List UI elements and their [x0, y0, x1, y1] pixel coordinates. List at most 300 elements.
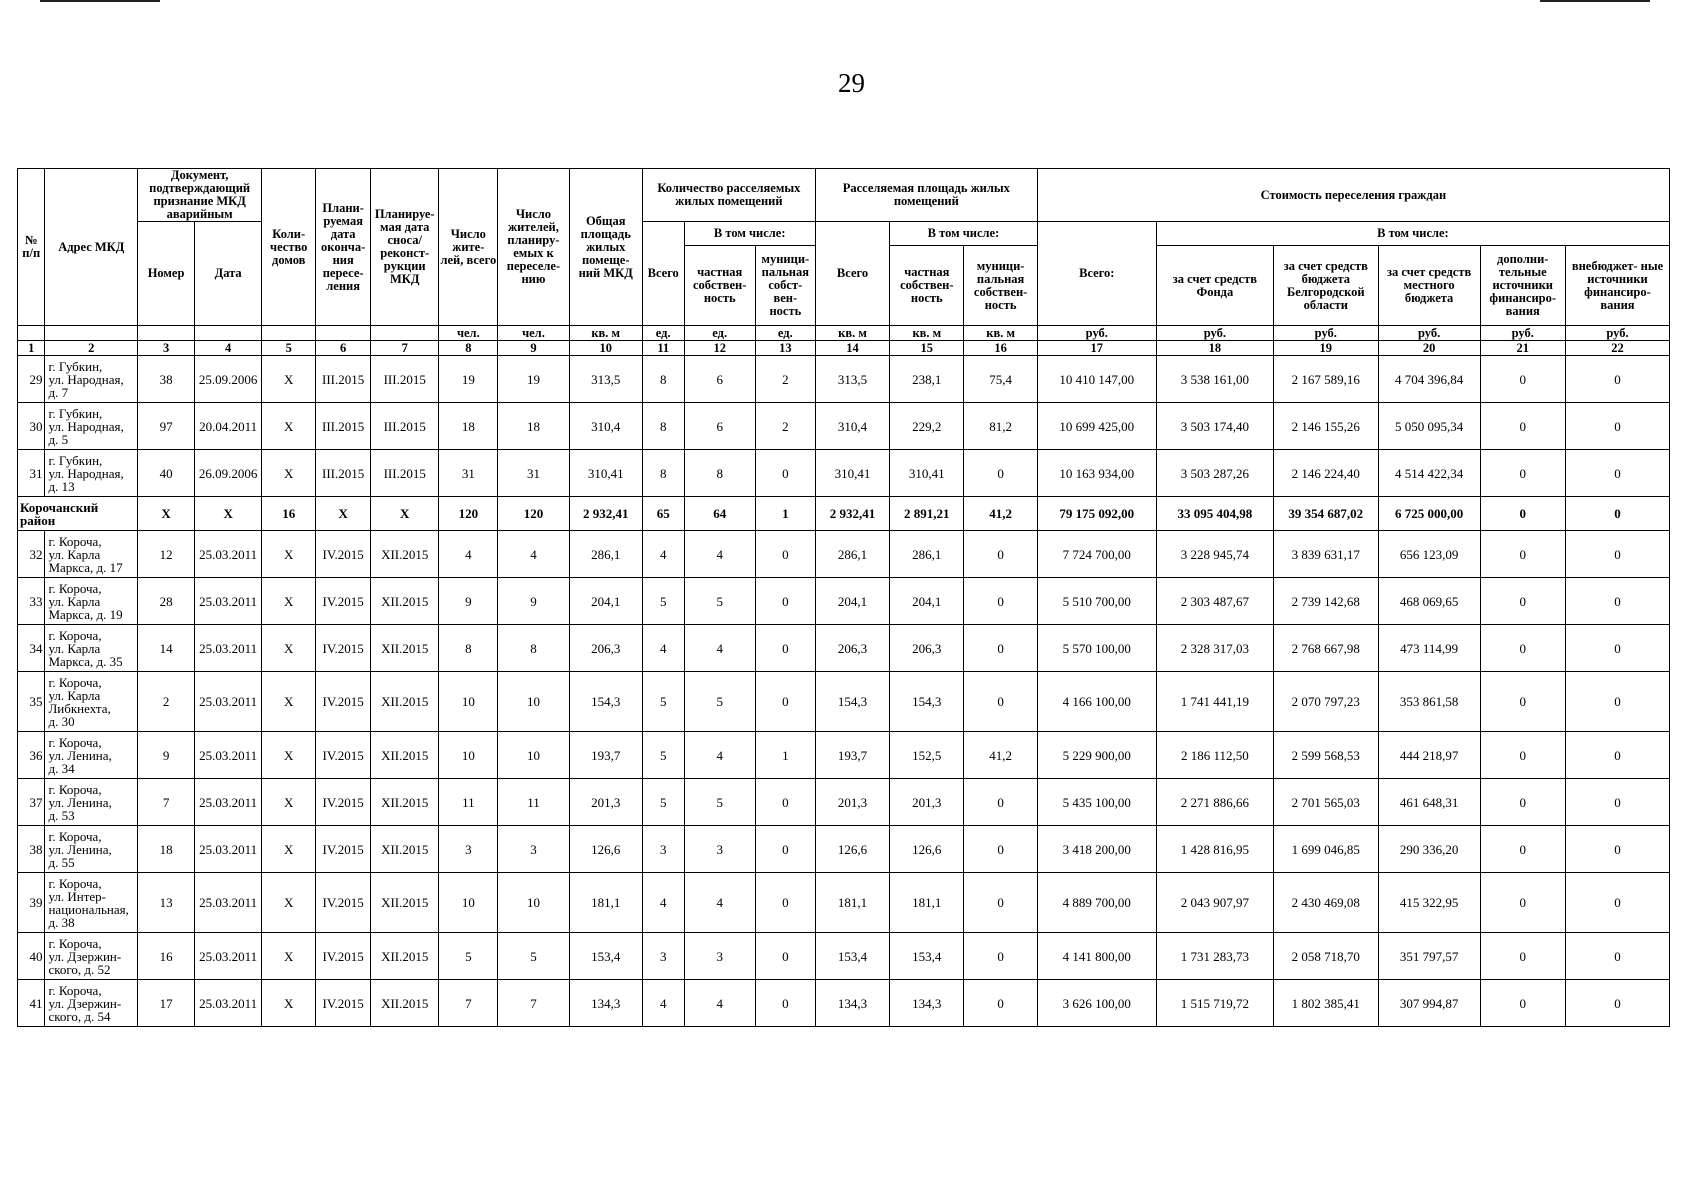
cell-houses: X [262, 732, 316, 779]
col-number: 4 [195, 341, 262, 356]
cell-resp: 31 [498, 450, 569, 497]
address-line: Маркса, д. 35 [48, 653, 123, 669]
header-planned-end: Плани- руемая дата оконча- ния пересе- ления [316, 169, 371, 326]
cell-ext: 0 [1565, 672, 1669, 732]
cell-demol: III.2015 [371, 403, 439, 450]
cell-fund: 2 043 907,97 [1156, 873, 1273, 933]
subtotal-cell: X [316, 497, 371, 531]
cell-demol: XII.2015 [371, 625, 439, 672]
cell-loc: 353 861,58 [1378, 672, 1480, 732]
cell-prem: 4 [642, 531, 684, 578]
cell-ar-mun: 75,4 [964, 356, 1037, 403]
address-line: ского, д. 52 [48, 961, 111, 977]
unit-cell: чел. [498, 326, 569, 341]
col-number: 17 [1037, 341, 1156, 356]
cell-num: 7 [138, 779, 195, 826]
cell-demol: XII.2015 [371, 873, 439, 933]
cell-houses: X [262, 672, 316, 732]
cell-houses: X [262, 933, 316, 980]
header-area-group: Расселяемая площадь жилых помещений [815, 169, 1037, 222]
col-number: 16 [964, 341, 1037, 356]
cell-ar-mun: 0 [964, 873, 1037, 933]
cell-date: 25.03.2011 [195, 779, 262, 826]
cell-date: 25.03.2011 [195, 732, 262, 779]
address-cell [45, 779, 138, 826]
cell-resp: 7 [498, 980, 569, 1027]
cell-prem: 8 [642, 450, 684, 497]
address-line: д. 34 [48, 760, 75, 776]
cell-resp: 9 [498, 578, 569, 625]
cell-num: 38 [138, 356, 195, 403]
unit-cell: кв. м [815, 326, 889, 341]
cell-resp: 11 [498, 779, 569, 826]
row-number: 29 [18, 356, 45, 403]
cell-ext: 0 [1565, 873, 1669, 933]
cell-prem-mun: 0 [755, 578, 815, 625]
col-number: 19 [1273, 341, 1378, 356]
cell-prem: 4 [642, 625, 684, 672]
cell-cost: 4 141 800,00 [1037, 933, 1156, 980]
cell-area: 181,1 [569, 873, 642, 933]
cell-ext: 0 [1565, 625, 1669, 672]
subtotal-cell: 0 [1565, 497, 1669, 531]
cell-ext: 0 [1565, 779, 1669, 826]
cell-ar-mun: 41,2 [964, 732, 1037, 779]
address-line: д. 30 [48, 713, 75, 729]
unit-cell: руб. [1273, 326, 1378, 341]
cell-date: 25.03.2011 [195, 578, 262, 625]
cell-cost: 10 699 425,00 [1037, 403, 1156, 450]
header-area-municipal: муници- пальная собствен- ность [964, 246, 1037, 326]
address-line: г. Короча, [48, 533, 102, 549]
cell-ext: 0 [1565, 933, 1669, 980]
cell-ext: 0 [1565, 403, 1669, 450]
cell-prem-mun: 0 [755, 933, 815, 980]
header-doc-date: Дата [195, 222, 262, 326]
cell-ar-mun: 0 [964, 578, 1037, 625]
cell-loc: 473 114,99 [1378, 625, 1480, 672]
address-line: ул. Ленина, [48, 747, 112, 763]
cell-date: 25.03.2011 [195, 980, 262, 1027]
cell-ar: 153,4 [815, 933, 889, 980]
cell-ext: 0 [1565, 826, 1669, 873]
unit-cell: ед. [642, 326, 684, 341]
cell-res: 11 [439, 779, 498, 826]
unit-cell: кв. м [964, 326, 1037, 341]
col-number: 1 [18, 341, 45, 356]
header-premises-group: Количество расселяемых жилых помещений [642, 169, 815, 222]
cell-area: 313,5 [569, 356, 642, 403]
cell-reg: 2 146 155,26 [1273, 403, 1378, 450]
subtotal-cell: 16 [262, 497, 316, 531]
cell-fund: 3 503 287,26 [1156, 450, 1273, 497]
table-row [18, 873, 1670, 933]
cell-date: 25.03.2011 [195, 625, 262, 672]
address-line: ул. Интер- [48, 888, 107, 904]
subtotal-cell: 0 [1480, 497, 1565, 531]
cell-loc: 444 218,97 [1378, 732, 1480, 779]
cell-res: 19 [439, 356, 498, 403]
address-line: г. Короча, [48, 935, 102, 951]
cell-area: 134,3 [569, 980, 642, 1027]
unit-cell: руб. [1378, 326, 1480, 341]
cell-cost: 5 229 900,00 [1037, 732, 1156, 779]
cell-res: 18 [439, 403, 498, 450]
address-cell [45, 980, 138, 1027]
cell-prem-priv: 4 [684, 873, 755, 933]
subtotal-cell: 33 095 404,98 [1156, 497, 1273, 531]
cell-fund: 3 538 161,00 [1156, 356, 1273, 403]
header-total-area: Общая площадь жилых помеще- ний МКД [569, 169, 642, 326]
cell-end: IV.2015 [316, 779, 371, 826]
header-local: за счет средств местного бюджета [1378, 246, 1480, 326]
cell-num: 97 [138, 403, 195, 450]
row-number: 39 [18, 873, 45, 933]
address-cell [45, 826, 138, 873]
cell-area: 286,1 [569, 531, 642, 578]
cell-ext: 0 [1565, 980, 1669, 1027]
cell-prem-priv: 6 [684, 403, 755, 450]
subtotal-cell: 41,2 [964, 497, 1037, 531]
cell-end: III.2015 [316, 403, 371, 450]
resettlement-table [17, 168, 1670, 1027]
cell-loc: 656 123,09 [1378, 531, 1480, 578]
cell-ar-mun: 0 [964, 672, 1037, 732]
header-premises-private: частная собствен- ность [684, 246, 755, 326]
cell-fund: 3 228 945,74 [1156, 531, 1273, 578]
row-number: 36 [18, 732, 45, 779]
cell-date: 20.04.2011 [195, 403, 262, 450]
cell-ar-mun: 0 [964, 450, 1037, 497]
header-residents-planned: Число жителей, планиру- емых к переселе- нию [498, 169, 569, 326]
cell-ar-priv: 181,1 [890, 873, 964, 933]
cell-ar: 201,3 [815, 779, 889, 826]
row-number: 33 [18, 578, 45, 625]
cell-add: 0 [1480, 779, 1565, 826]
address-line: национальная, [48, 901, 129, 917]
cell-ext: 0 [1565, 450, 1669, 497]
cell-prem-mun: 0 [755, 980, 815, 1027]
cell-date: 25.03.2011 [195, 531, 262, 578]
cell-num: 16 [138, 933, 195, 980]
cell-cost: 7 724 700,00 [1037, 531, 1156, 578]
cell-resp: 19 [498, 356, 569, 403]
cell-houses: X [262, 531, 316, 578]
unit-cell: руб. [1565, 326, 1669, 341]
cell-add: 0 [1480, 826, 1565, 873]
col-number: 21 [1480, 341, 1565, 356]
subtotal-cell: 1 [755, 497, 815, 531]
cell-prem-priv: 3 [684, 826, 755, 873]
cell-ar-mun: 0 [964, 531, 1037, 578]
cell-loc: 290 336,20 [1378, 826, 1480, 873]
subtotal-cell: 120 [498, 497, 569, 531]
unit-cell: кв. м [569, 326, 642, 341]
cell-ar: 126,6 [815, 826, 889, 873]
cell-prem: 5 [642, 578, 684, 625]
address-line: ул. Ленина, [48, 841, 112, 857]
table-row [18, 826, 1670, 873]
header-houses: Коли- чество домов [262, 169, 316, 326]
cell-demol: XII.2015 [371, 933, 439, 980]
cell-reg: 3 839 631,17 [1273, 531, 1378, 578]
unit-cell: руб. [1156, 326, 1273, 341]
cell-ar-priv: 238,1 [890, 356, 964, 403]
cell-res: 3 [439, 826, 498, 873]
header-doc-group: Документ, подтверждающий признание МКД аварийным [138, 169, 262, 222]
address-cell [45, 450, 138, 497]
cell-fund: 1 741 441,19 [1156, 672, 1273, 732]
cell-resp: 5 [498, 933, 569, 980]
col-number: 11 [642, 341, 684, 356]
cell-ar: 204,1 [815, 578, 889, 625]
address-line: г. Короча, [48, 982, 102, 998]
address-line: г. Короча, [48, 875, 102, 891]
table-row [18, 672, 1670, 732]
cell-prem: 3 [642, 826, 684, 873]
cell-houses: X [262, 450, 316, 497]
cell-num: 9 [138, 732, 195, 779]
cell-add: 0 [1480, 531, 1565, 578]
subtotal-district-name: Корочанский район [18, 497, 138, 531]
cell-reg: 2 146 224,40 [1273, 450, 1378, 497]
cell-houses: X [262, 403, 316, 450]
header-region: за счет средств бюджета Белгородской области [1273, 246, 1378, 326]
cell-add: 0 [1480, 980, 1565, 1027]
col-number: 6 [316, 341, 371, 356]
cell-res: 7 [439, 980, 498, 1027]
cell-end: IV.2015 [316, 732, 371, 779]
address-line: ул. Карла [48, 687, 101, 703]
col-number: 22 [1565, 341, 1669, 356]
address-line: д. 7 [48, 384, 69, 400]
cell-add: 0 [1480, 732, 1565, 779]
subtotal-cell: 2 891,21 [890, 497, 964, 531]
cell-ext: 0 [1565, 578, 1669, 625]
unit-cell: чел. [439, 326, 498, 341]
address-line: д. 55 [48, 854, 75, 870]
cell-end: III.2015 [316, 450, 371, 497]
cell-num: 40 [138, 450, 195, 497]
address-line: г. Короча, [48, 627, 102, 643]
cell-end: III.2015 [316, 356, 371, 403]
cell-cost: 5 435 100,00 [1037, 779, 1156, 826]
col-number: 9 [498, 341, 569, 356]
address-line: д. 5 [48, 431, 69, 447]
cell-prem: 8 [642, 403, 684, 450]
cell-add: 0 [1480, 873, 1565, 933]
cell-reg: 1 699 046,85 [1273, 826, 1378, 873]
top-edge-line [1540, 0, 1650, 2]
header-doc-number: Номер [138, 222, 195, 326]
address-line: ского, д. 54 [48, 1008, 111, 1024]
col-number: 8 [439, 341, 498, 356]
cell-fund: 2 328 317,03 [1156, 625, 1273, 672]
cell-cost: 4 166 100,00 [1037, 672, 1156, 732]
table-head [18, 169, 1670, 356]
cell-demol: XII.2015 [371, 531, 439, 578]
address-line: г. Короча, [48, 674, 102, 690]
cell-add: 0 [1480, 403, 1565, 450]
cell-houses: X [262, 578, 316, 625]
cell-prem: 5 [642, 672, 684, 732]
cell-ar-mun: 81,2 [964, 403, 1037, 450]
cell-area: 153,4 [569, 933, 642, 980]
cell-ar-priv: 134,3 [890, 980, 964, 1027]
row-number: 32 [18, 531, 45, 578]
cell-prem-priv: 4 [684, 531, 755, 578]
subtotal-cell: 6 725 000,00 [1378, 497, 1480, 531]
cell-num: 14 [138, 625, 195, 672]
header-cost-incl: В том числе: [1156, 222, 1669, 246]
cell-ar-priv: 229,2 [890, 403, 964, 450]
cell-demol: XII.2015 [371, 980, 439, 1027]
cell-prem-mun: 0 [755, 826, 815, 873]
cell-fund: 1 428 816,95 [1156, 826, 1273, 873]
cell-prem-mun: 0 [755, 450, 815, 497]
table-row [18, 933, 1670, 980]
cell-add: 0 [1480, 933, 1565, 980]
table-row [18, 779, 1670, 826]
cell-area: 201,3 [569, 779, 642, 826]
address-line: Маркса, д. 17 [48, 559, 123, 575]
col-number: 18 [1156, 341, 1273, 356]
col-number: 3 [138, 341, 195, 356]
row-number: 37 [18, 779, 45, 826]
column-numbers-row [18, 341, 1670, 356]
cell-res: 10 [439, 732, 498, 779]
cell-ar: 193,7 [815, 732, 889, 779]
col-number: 2 [45, 341, 138, 356]
cell-area: 206,3 [569, 625, 642, 672]
cell-prem-priv: 5 [684, 672, 755, 732]
cell-fund: 3 503 174,40 [1156, 403, 1273, 450]
header-premises-incl: В том числе: [684, 222, 815, 246]
cell-prem-mun: 0 [755, 531, 815, 578]
address-cell [45, 356, 138, 403]
row-number: 30 [18, 403, 45, 450]
address-line: д. 38 [48, 914, 75, 930]
cell-loc: 468 069,65 [1378, 578, 1480, 625]
address-line: ул. Карла [48, 593, 101, 609]
cell-ext: 0 [1565, 531, 1669, 578]
cell-prem-mun: 0 [755, 873, 815, 933]
cell-demol: XII.2015 [371, 779, 439, 826]
subtotal-cell: 65 [642, 497, 684, 531]
cell-end: IV.2015 [316, 873, 371, 933]
cell-ar: 286,1 [815, 531, 889, 578]
cell-reg: 2 167 589,16 [1273, 356, 1378, 403]
header-premises-municipal: муници- пальная собст- вен- ность [755, 246, 815, 326]
page-number: 29 [838, 68, 865, 98]
cell-res: 9 [439, 578, 498, 625]
cell-reg: 2 599 568,53 [1273, 732, 1378, 779]
cell-end: IV.2015 [316, 933, 371, 980]
cell-prem-mun: 1 [755, 732, 815, 779]
cell-fund: 2 186 112,50 [1156, 732, 1273, 779]
header-planned-demolish: Планируе- мая дата сноса/ реконст- рукции МКД [371, 169, 439, 326]
cell-reg: 1 802 385,41 [1273, 980, 1378, 1027]
subtotal-cell: 39 354 687,02 [1273, 497, 1378, 531]
cell-area: 204,1 [569, 578, 642, 625]
col-number: 12 [684, 341, 755, 356]
cell-ar: 154,3 [815, 672, 889, 732]
header-num: № п/п [18, 169, 45, 326]
cell-resp: 18 [498, 403, 569, 450]
cell-resp: 3 [498, 826, 569, 873]
cell-ar-priv: 126,6 [890, 826, 964, 873]
cell-fund: 2 271 886,66 [1156, 779, 1273, 826]
cell-reg: 2 430 469,08 [1273, 873, 1378, 933]
cell-ar: 310,4 [815, 403, 889, 450]
cell-prem-priv: 6 [684, 356, 755, 403]
cell-ar-priv: 206,3 [890, 625, 964, 672]
cell-loc: 351 797,57 [1378, 933, 1480, 980]
row-number: 40 [18, 933, 45, 980]
cell-reg: 2 739 142,68 [1273, 578, 1378, 625]
cell-resp: 10 [498, 672, 569, 732]
cell-demol: XII.2015 [371, 732, 439, 779]
col-number: 14 [815, 341, 889, 356]
subtotal-cell: X [195, 497, 262, 531]
table-row [18, 980, 1670, 1027]
cell-houses: X [262, 826, 316, 873]
cell-date: 25.09.2006 [195, 356, 262, 403]
cell-loc: 4 514 422,34 [1378, 450, 1480, 497]
cell-ar-priv: 286,1 [890, 531, 964, 578]
korocha-rows [18, 531, 1670, 1027]
cell-prem: 4 [642, 873, 684, 933]
cell-date: 25.03.2011 [195, 933, 262, 980]
header-cost-total: Всего: [1037, 222, 1156, 326]
header-area-private: частная собствен- ность [890, 246, 964, 326]
header-additional: дополни- тельные источники финансиро- вания [1480, 246, 1565, 326]
cell-demol: III.2015 [371, 450, 439, 497]
cell-houses: X [262, 980, 316, 1027]
address-line: г. Губкин, [48, 452, 103, 468]
subtotal-cell: X [371, 497, 439, 531]
cell-ar: 181,1 [815, 873, 889, 933]
cell-res: 10 [439, 873, 498, 933]
cell-prem-mun: 2 [755, 403, 815, 450]
address-line: Либкнехта, [48, 700, 111, 716]
cell-num: 28 [138, 578, 195, 625]
address-cell [45, 578, 138, 625]
subtotal-cell: 120 [439, 497, 498, 531]
cell-cost: 10 163 934,00 [1037, 450, 1156, 497]
cell-area: 193,7 [569, 732, 642, 779]
cell-add: 0 [1480, 450, 1565, 497]
cell-prem-mun: 0 [755, 779, 815, 826]
cell-cost: 5 570 100,00 [1037, 625, 1156, 672]
address-cell [45, 403, 138, 450]
cell-end: IV.2015 [316, 578, 371, 625]
cell-resp: 4 [498, 531, 569, 578]
cell-ar-priv: 204,1 [890, 578, 964, 625]
cell-end: IV.2015 [316, 826, 371, 873]
cell-ar: 313,5 [815, 356, 889, 403]
cell-demol: III.2015 [371, 356, 439, 403]
cell-ar-mun: 0 [964, 933, 1037, 980]
unit-cell: ед. [755, 326, 815, 341]
col-number: 10 [569, 341, 642, 356]
cell-end: IV.2015 [316, 672, 371, 732]
cell-reg: 2 058 718,70 [1273, 933, 1378, 980]
subtotal-cell: 2 932,41 [569, 497, 642, 531]
row-number: 31 [18, 450, 45, 497]
cell-houses: X [262, 356, 316, 403]
cell-prem-priv: 8 [684, 450, 755, 497]
